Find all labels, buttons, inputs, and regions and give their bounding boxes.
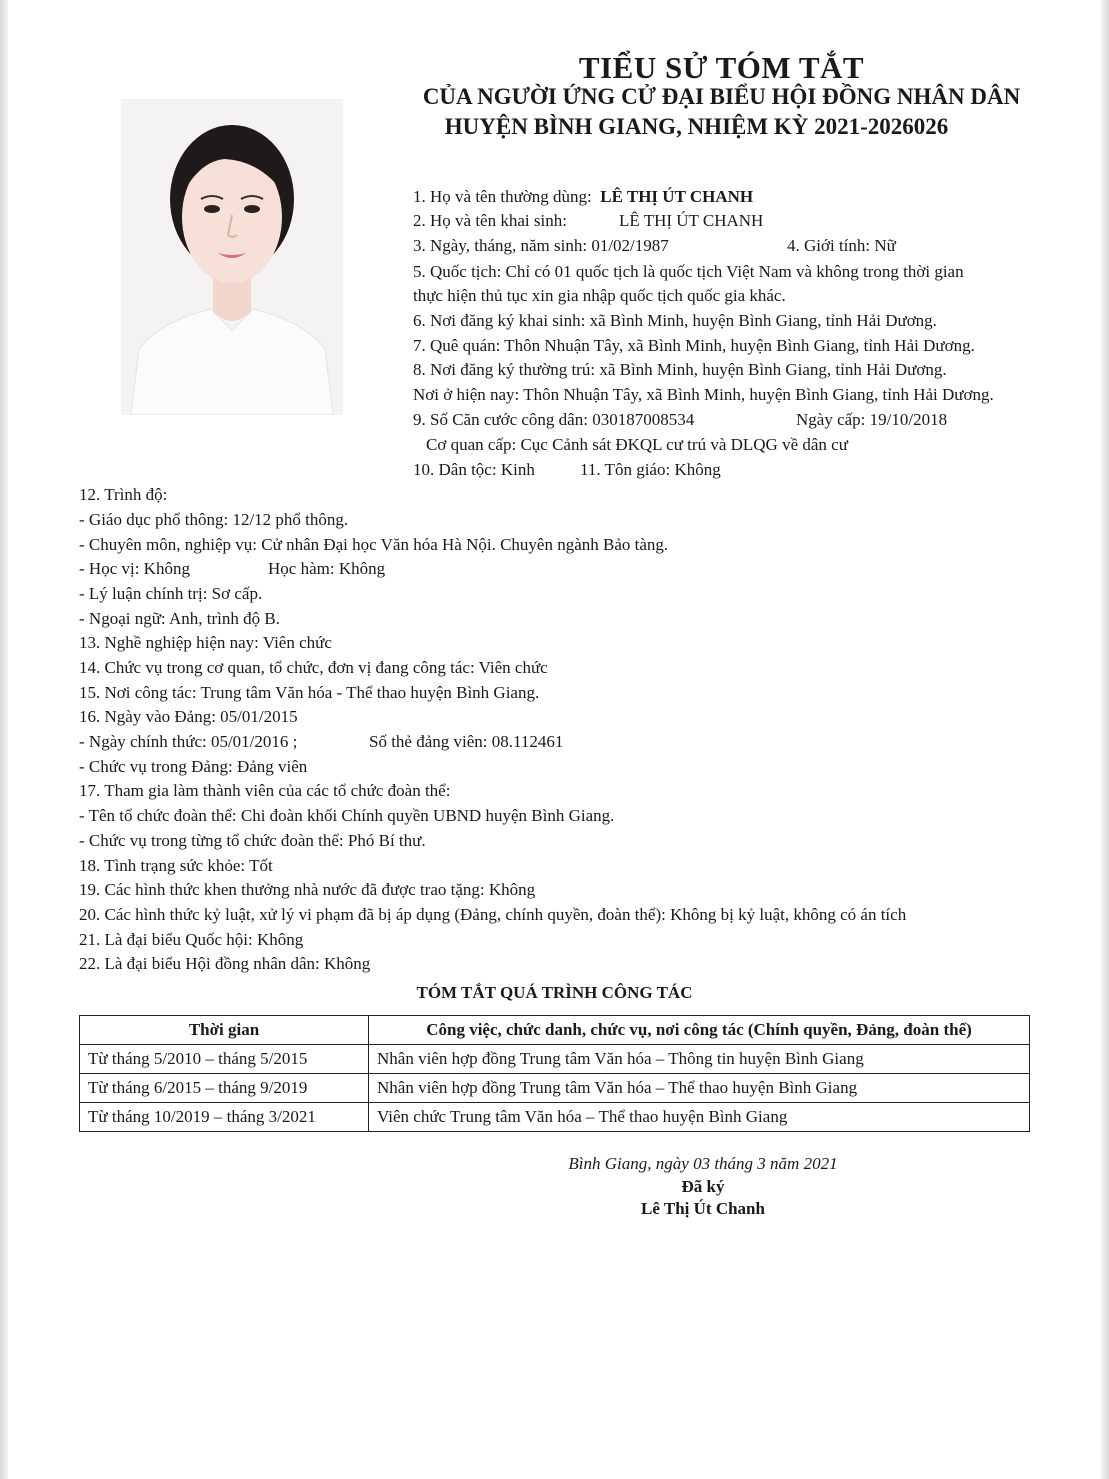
body-line-18: 18. Tình trạng sức khỏe: Tốt bbox=[79, 856, 273, 875]
work-history-table bbox=[79, 1015, 1030, 1132]
info-line-8b: Nơi ở hiện nay: Thôn Nhuận Tây, xã Bình Minh, huyện Bình Giang, tỉnh Hải Dương. bbox=[413, 385, 994, 404]
body-line-17a: - Tên tổ chức đoàn thể: Chi đoàn khối Chính quyền UBND huyện Bình Giang. bbox=[79, 806, 615, 825]
table-row bbox=[80, 1045, 1030, 1074]
body-line-16b: - Chức vụ trong Đảng: Đảng viên bbox=[79, 757, 308, 776]
info-line-7: 7. Quê quán: Thôn Nhuận Tây, xã Bình Minh, huyện Bình Giang, tỉnh Hải Dương. bbox=[413, 336, 975, 355]
page-edge-left bbox=[0, 0, 8, 1479]
body-line-12: 12. Trình độ: bbox=[79, 485, 168, 504]
column-header-description: Công việc, chức danh, chức vụ, nơi công tác (Chính quyền, Đảng, đoàn thể) bbox=[369, 1016, 1030, 1045]
info-line-5a: 5. Quốc tịch: Chỉ có 01 quốc tịch là quốc tịch Việt Nam và không trong thời gian bbox=[413, 262, 964, 281]
body-line-12c2: Học hàm: Không bbox=[268, 559, 386, 578]
common-name: LÊ THỊ ÚT CHANH bbox=[600, 187, 754, 206]
row-description: Nhân viên hợp đồng Trung tâm Văn hóa – Thông tin huyện Bình Giang bbox=[369, 1045, 1030, 1074]
info-line-9b: Cơ quan cấp: Cục Cảnh sát ĐKQL cư trú và DLQG về dân cư bbox=[426, 435, 848, 454]
body-line-20: 20. Các hình thức kỷ luật, xử lý vi phạm đã bị áp dụng (Đảng, chính quyền, đoàn thể): Không bị kỷ luật, không có án tích bbox=[79, 905, 907, 924]
body-line-17b: - Chức vụ trong từng tổ chức đoàn thể: Phó Bí thư. bbox=[79, 831, 426, 850]
row-time: Từ tháng 6/2015 – tháng 9/2019 bbox=[80, 1074, 369, 1103]
signature-name: Lê Thị Út Chanh bbox=[641, 1199, 765, 1218]
row-time: Từ tháng 5/2010 – tháng 5/2015 bbox=[80, 1045, 369, 1074]
info-line-11: 11. Tôn giáo: Không bbox=[580, 460, 721, 479]
info-line-6: 6. Nơi đăng ký khai sinh: xã Bình Minh, huyện Bình Giang, tỉnh Hải Dương. bbox=[413, 311, 937, 330]
row-description: Nhân viên hợp đồng Trung tâm Văn hóa – Thể thao huyện Bình Giang bbox=[369, 1074, 1030, 1103]
candidate-photo bbox=[121, 99, 343, 415]
info-line-5b: thực hiện thủ tục xin gia nhập quốc tịch quốc gia khác. bbox=[413, 286, 786, 305]
info-line-2-label: 2. Họ và tên khai sinh: bbox=[413, 211, 567, 230]
body-line-22: 22. Là đại biểu Hội đồng nhân dân: Không bbox=[79, 954, 371, 973]
work-history-title: TÓM TẮT QUÁ TRÌNH CÔNG TÁC bbox=[416, 983, 693, 1002]
page-edge-right bbox=[1101, 0, 1109, 1479]
birth-name: LÊ THỊ ÚT CHANH bbox=[619, 211, 764, 230]
signature-place-date: Bình Giang, ngày 03 tháng 3 năm 2021 bbox=[568, 1154, 838, 1173]
column-header-time: Thời gian bbox=[80, 1016, 369, 1045]
info-line-10: 10. Dân tộc: Kinh bbox=[413, 460, 535, 479]
body-line-12d: - Lý luận chính trị: Sơ cấp. bbox=[79, 584, 263, 603]
body-line-13: 13. Nghề nghiệp hiện nay: Viên chức bbox=[79, 633, 332, 652]
document-title: TIỂU SỬ TÓM TẮT bbox=[578, 50, 865, 85]
portrait-image bbox=[121, 99, 343, 415]
signature-status: Đã ký bbox=[681, 1177, 725, 1196]
row-time: Từ tháng 10/2019 – tháng 3/2021 bbox=[80, 1103, 369, 1132]
info-line-9-date: Ngày cấp: 19/10/2018 bbox=[796, 410, 948, 429]
document-subtitle-1: CỦA NGƯỜI ỨNG CỬ ĐẠI BIỂU HỘI ĐỒNG NHÂN DÂN bbox=[422, 84, 1021, 109]
body-line-16a2: Số thẻ đảng viên: 08.112461 bbox=[369, 732, 564, 751]
body-line-14: 14. Chức vụ trong cơ quan, tổ chức, đơn vị đang công tác: Viên chức bbox=[79, 658, 548, 677]
info-line-1: 1. Họ và tên thường dùng: LÊ THỊ ÚT CHANH bbox=[413, 187, 754, 206]
document-subtitle-2: HUYỆN BÌNH GIANG, NHIỆM KỲ 2021-2026026 bbox=[444, 114, 949, 139]
body-line-15: 15. Nơi công tác: Trung tâm Văn hóa - Thể thao huyện Bình Giang. bbox=[79, 683, 540, 702]
body-line-12c1: - Học vị: Không bbox=[79, 559, 190, 578]
row-description: Viên chức Trung tâm Văn hóa – Thể thao huyện Bình Giang bbox=[369, 1103, 1030, 1132]
body-line-16: 16. Ngày vào Đảng: 05/01/2015 bbox=[79, 707, 298, 726]
table-row bbox=[80, 1074, 1030, 1103]
body-line-21: 21. Là đại biểu Quốc hội: Không bbox=[79, 930, 304, 949]
info-line-3: 3. Ngày, tháng, năm sinh: 01/02/1987 bbox=[413, 236, 669, 255]
body-line-12b: - Chuyên môn, nghiệp vụ: Cử nhân Đại học Văn hóa Hà Nội. Chuyên ngành Bảo tàng. bbox=[79, 535, 669, 554]
body-line-16a1: - Ngày chính thức: 05/01/2016 ; bbox=[79, 732, 298, 751]
table-row bbox=[80, 1103, 1030, 1132]
body-line-17: 17. Tham gia làm thành viên của các tổ chức đoàn thể: bbox=[79, 781, 451, 800]
body-line-12a: - Giáo dục phổ thông: 12/12 phổ thông. bbox=[79, 510, 349, 529]
info-line-4: 4. Giới tính: Nữ bbox=[787, 236, 896, 255]
body-line-12e: - Ngoại ngữ: Anh, trình độ B. bbox=[79, 609, 280, 628]
info-line-8: 8. Nơi đăng ký thường trú: xã Bình Minh, huyện Bình Giang, tỉnh Hải Dương. bbox=[413, 360, 947, 379]
table-header-row bbox=[80, 1016, 1030, 1045]
body-line-19: 19. Các hình thức khen thưởng nhà nước đã được trao tặng: Không bbox=[79, 880, 536, 899]
info-line-9: 9. Số Căn cước công dân: 030187008534 bbox=[413, 410, 695, 429]
